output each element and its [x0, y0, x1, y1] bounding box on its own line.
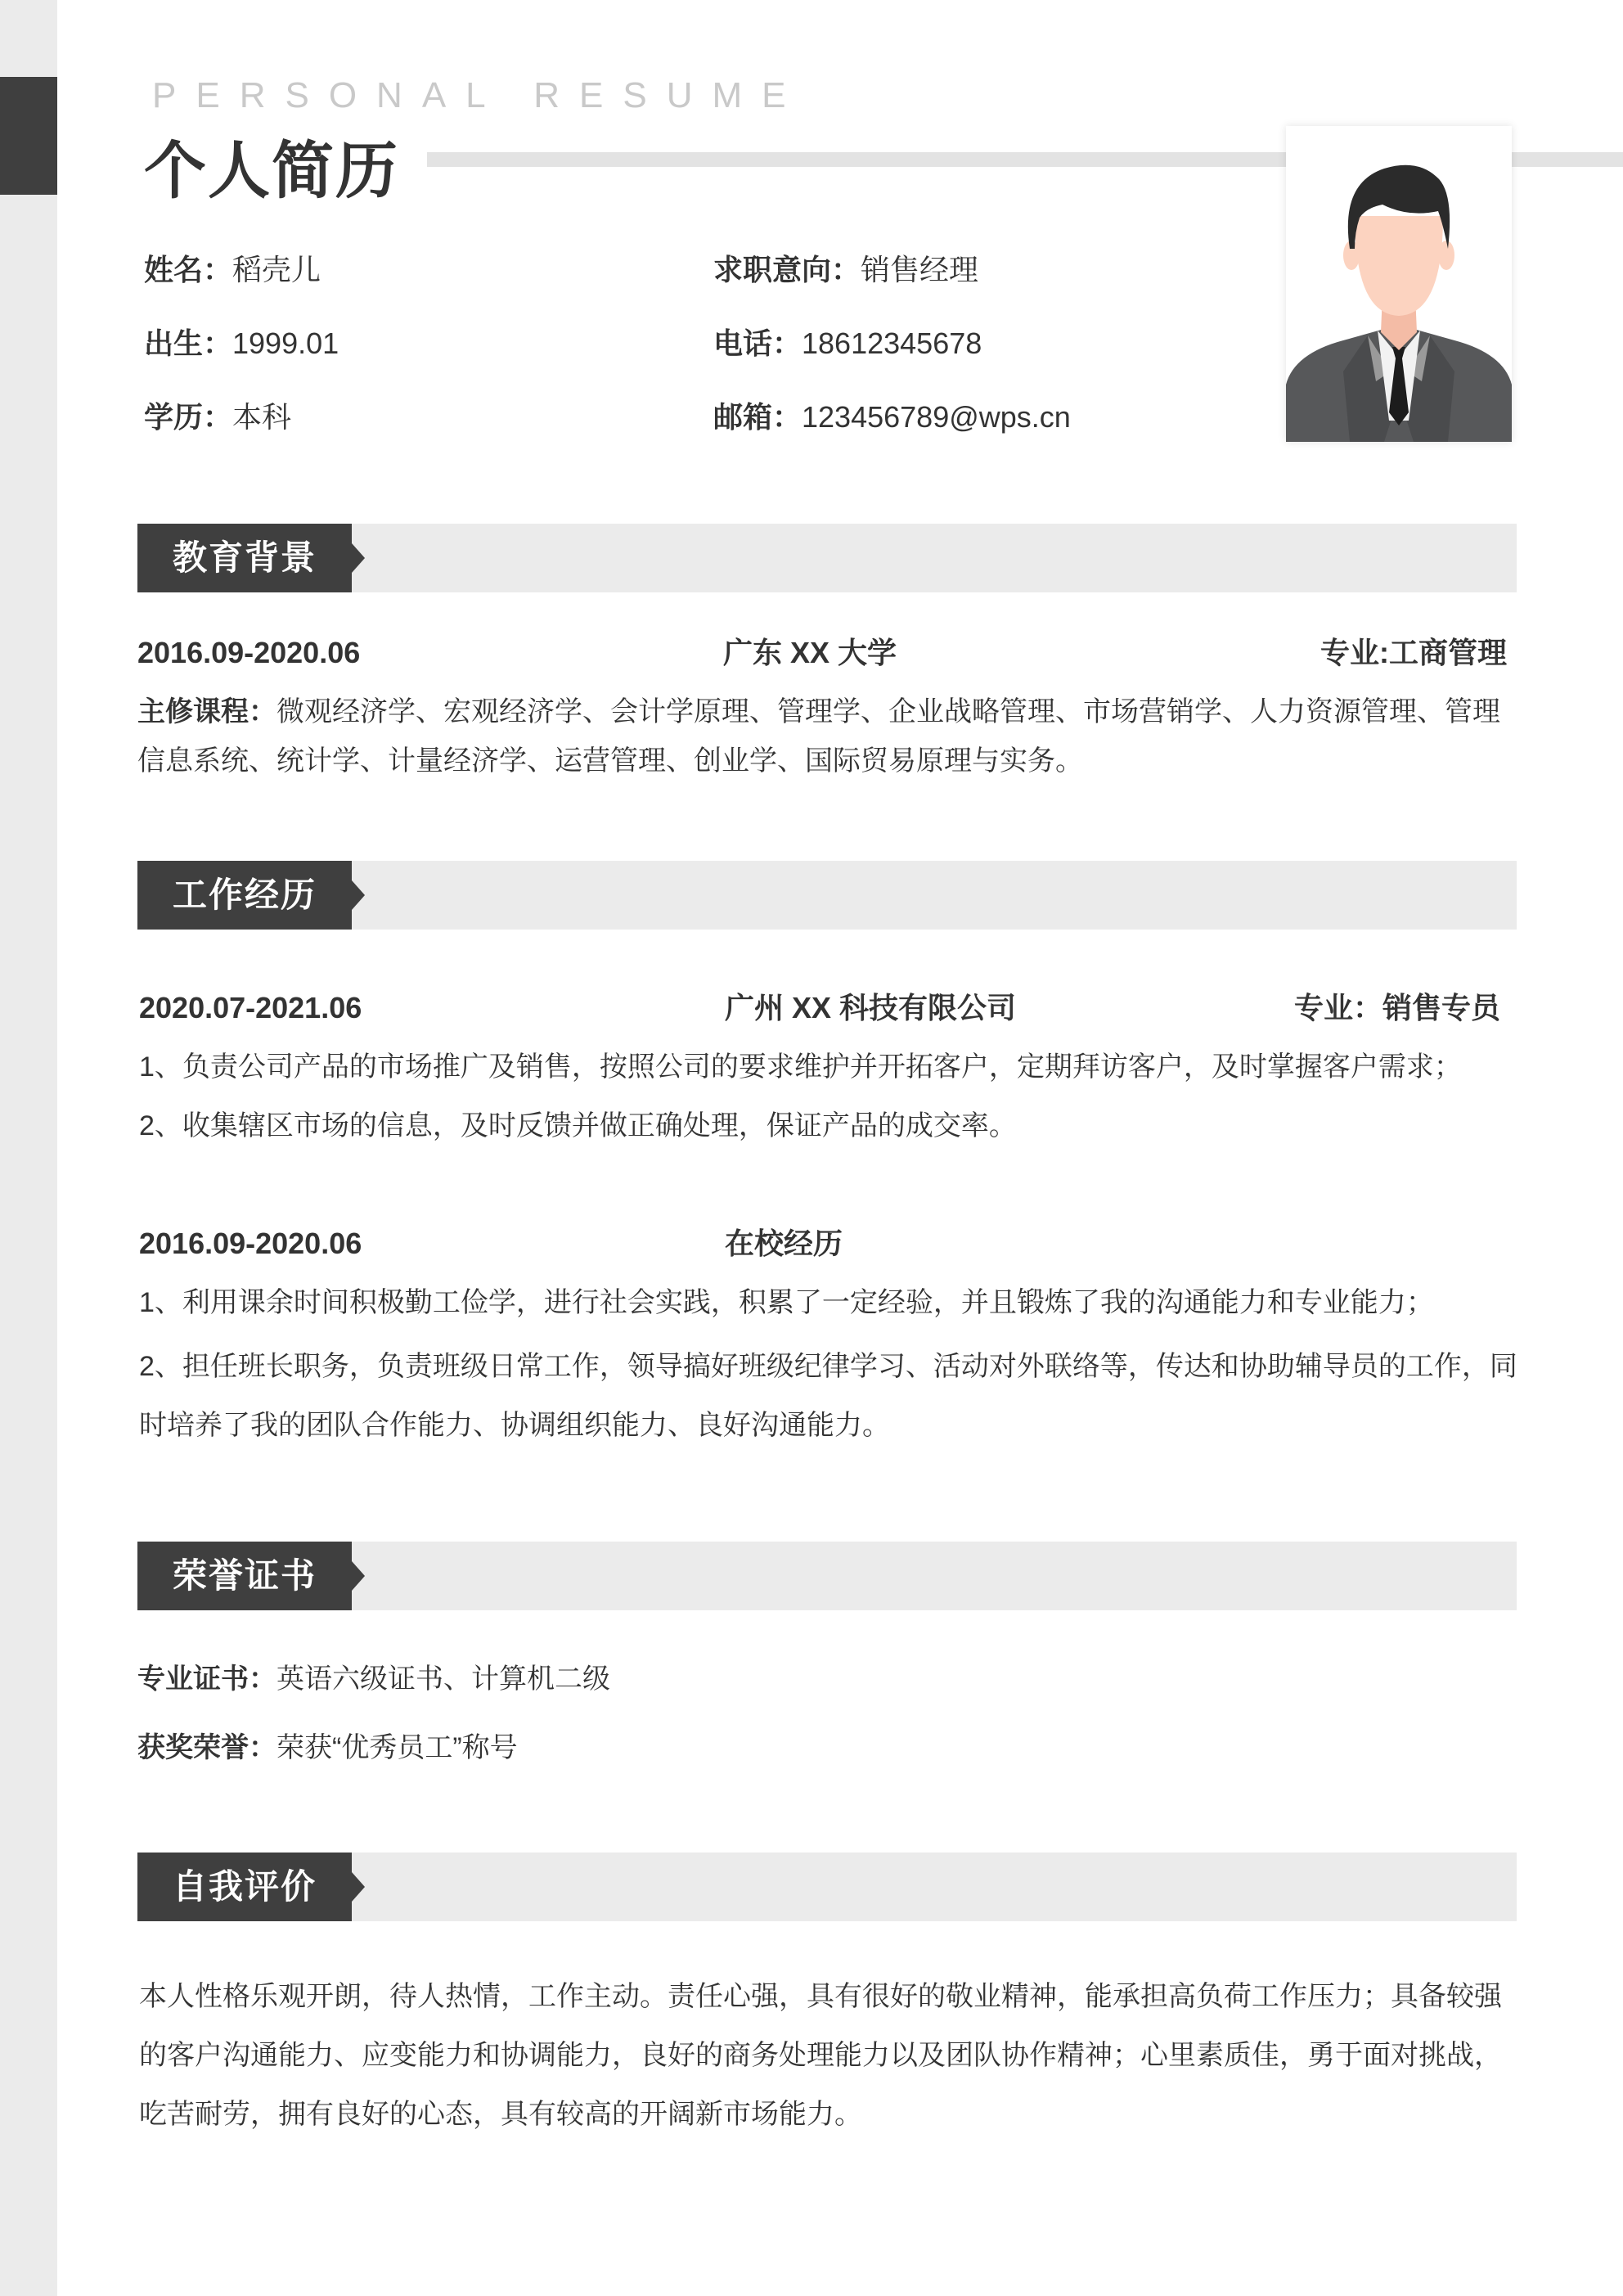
info-name-label: 姓名：: [144, 253, 233, 286]
job2-date: 2016.09-2020.06: [139, 1227, 362, 1260]
job2-line-2: 2、担任班长职务，负责班级日常工作，领导搞好班级纪律学习、活动对外联络等，传达和协助辅导员的工作，同时培养了我的团队合作能力、协调组织能力、良好沟通能力。: [139, 1351, 1517, 1441]
job2-company: 在校经历: [725, 1227, 843, 1260]
info-phone: [713, 326, 982, 362]
info-education: [144, 399, 291, 435]
self-eval-section-title: 自我评价: [137, 1853, 352, 1921]
education-school: 广东 XX 大学: [723, 636, 897, 669]
education-section-title: 教育背景: [137, 524, 352, 592]
info-phone-label: 电话：: [713, 326, 803, 360]
info-education-value: 本科: [232, 400, 292, 434]
job1-company: 广州 XX 科技有限公司: [725, 991, 1017, 1024]
honors-certificates-label: 专业证书：: [137, 1663, 276, 1695]
page-title: 个人简历: [144, 137, 399, 206]
honors-section-title: 荣誉证书: [137, 1542, 352, 1610]
work-section-title: 工作经历: [137, 861, 352, 930]
honors-awards: [137, 1723, 518, 1772]
info-name-value: 稻壳儿: [232, 253, 321, 286]
job1-date: 2020.07-2021.06: [139, 991, 362, 1024]
honors-awards-label: 获奖荣誉：: [137, 1732, 276, 1763]
info-email-label: 邮箱：: [713, 400, 803, 434]
info-birth-value: 1999.01: [232, 326, 339, 360]
self-eval-section-arrow-icon: [352, 1872, 365, 1902]
info-intent-value: 销售经理: [861, 253, 979, 286]
info-name: [144, 252, 321, 288]
education-date: 2016.09-2020.06: [137, 636, 361, 669]
job1-line-2: 2、收集辖区市场的信息，及时反馈并做正确处理，保证产品的成交率。: [139, 1110, 1017, 1141]
education-major: 专业:工商管理: [1320, 636, 1507, 669]
education-courses-label: 主修课程：: [137, 696, 276, 727]
info-intent: [713, 252, 978, 288]
honors-certificates: [137, 1654, 610, 1704]
education-section-arrow-icon: [352, 543, 365, 573]
info-birth-label: 出生：: [144, 326, 233, 360]
info-birth: [144, 326, 339, 362]
avatar-icon: [1286, 126, 1512, 442]
info-education-label: 学历：: [144, 400, 233, 434]
info-intent-label: 求职意向：: [713, 253, 861, 286]
education-courses-text: 微观经济学、宏观经济学、会计学原理、管理学、企业战略管理、市场营销学、人力资源管理、管理信息系统、统计学、计量经济学、运营管理、创业学、国际贸易原理与实务。: [137, 696, 1500, 777]
job1-line-1: 1、负责公司产品的市场推广及销售，按照公司的要求维护并开拓客户，定期拜访客户，及时掌握客户需求；: [139, 1051, 1462, 1083]
honors-section-arrow-icon: [352, 1561, 365, 1591]
info-phone-value: 18612345678: [802, 326, 982, 360]
left-accent-block: [0, 77, 57, 195]
self-eval-text: 本人性格乐观开朗，待人热情，工作主动。责任心强，具有很好的敬业精神，能承担高负荷工作压力；具备较强的客户沟通能力、应变能力和协调能力，良好的商务处理能力以及团队协作精神；心里素质佳，勇于面对挑战，吃苦耐劳，拥有良好的心态，具有较高的开阔新市场能力。: [139, 1981, 1502, 2130]
education-courses: [137, 687, 1517, 786]
honors-awards-text: 荣获“优秀员工”称号: [276, 1732, 518, 1763]
info-email: [713, 399, 1071, 435]
info-email-value: 123456789@wps.cn: [802, 400, 1071, 434]
honors-certificates-text: 英语六级证书、计算机二级: [276, 1663, 610, 1695]
work-section-arrow-icon: [352, 880, 365, 910]
english-title: PERSONAL RESUME: [152, 75, 806, 115]
job2-line-1: 1、利用课余时间积极勤工俭学，进行社会实践，积累了一定经验，并且锻炼了我的沟通能力和专业能力；: [139, 1287, 1434, 1318]
job1-role: 专业：销售专员: [1294, 991, 1501, 1024]
left-side-strip: [0, 0, 57, 2296]
avatar: [1286, 126, 1512, 442]
